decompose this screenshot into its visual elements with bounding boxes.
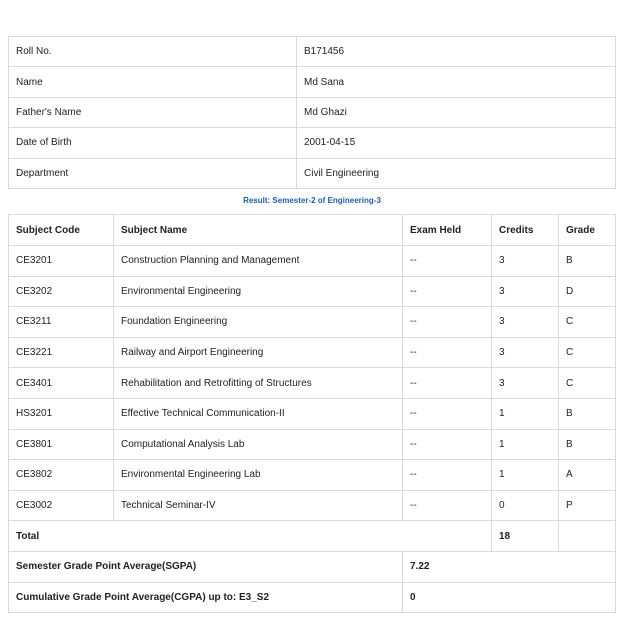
subject-name: Technical Seminar-IV <box>114 490 403 521</box>
header-credits: Credits <box>492 215 559 246</box>
subject-name: Environmental Engineering Lab <box>114 460 403 491</box>
info-row <box>9 67 616 97</box>
grade: B <box>559 398 616 429</box>
credits: 0 <box>492 490 559 521</box>
exam-held: -- <box>403 429 492 460</box>
subject-code: CE3221 <box>9 337 114 368</box>
subject-row <box>9 460 616 491</box>
result-header-row <box>9 215 616 246</box>
info-label: Name <box>9 67 297 97</box>
credits: 3 <box>492 368 559 399</box>
credits: 3 <box>492 276 559 307</box>
credits: 3 <box>492 307 559 338</box>
subject-code: CE3201 <box>9 246 114 277</box>
info-row <box>9 97 616 127</box>
info-row <box>9 128 616 158</box>
result-caption: Result: Semester-2 of Engineering-3 <box>243 196 381 205</box>
exam-held: -- <box>403 398 492 429</box>
exam-held: -- <box>403 460 492 491</box>
info-value: Civil Engineering <box>297 158 616 188</box>
result-table <box>8 214 616 613</box>
subject-row <box>9 337 616 368</box>
credits: 1 <box>492 429 559 460</box>
subject-row <box>9 429 616 460</box>
cgpa-label: Cumulative Grade Point Average(CGPA) up to: E3_S2 <box>9 582 403 613</box>
header-subject-name: Subject Name <box>114 215 403 246</box>
grade: C <box>559 368 616 399</box>
subject-code: CE3801 <box>9 429 114 460</box>
subject-row <box>9 398 616 429</box>
subject-name: Railway and Airport Engineering <box>114 337 403 368</box>
sgpa-row <box>9 551 616 582</box>
student-info-table <box>8 36 616 189</box>
subject-name: Computational Analysis Lab <box>114 429 403 460</box>
subject-name: Foundation Engineering <box>114 307 403 338</box>
grade: A <box>559 460 616 491</box>
subject-code: CE3002 <box>9 490 114 521</box>
total-label: Total <box>9 521 492 552</box>
grade: D <box>559 276 616 307</box>
total-row <box>9 521 616 552</box>
grade: B <box>559 429 616 460</box>
exam-held: -- <box>403 307 492 338</box>
sgpa-value: 7.22 <box>403 551 616 582</box>
info-row <box>9 158 616 188</box>
exam-held: -- <box>403 246 492 277</box>
subject-row <box>9 490 616 521</box>
grade: B <box>559 246 616 277</box>
subject-code: CE3211 <box>9 307 114 338</box>
info-label: Department <box>9 158 297 188</box>
header-exam-held: Exam Held <box>403 215 492 246</box>
info-row <box>9 37 616 67</box>
info-label: Date of Birth <box>9 128 297 158</box>
subject-row <box>9 368 616 399</box>
subject-name: Effective Technical Communication-II <box>114 398 403 429</box>
grade: C <box>559 337 616 368</box>
sgpa-label: Semester Grade Point Average(SGPA) <box>9 551 403 582</box>
subject-name: Construction Planning and Management <box>114 246 403 277</box>
header-grade: Grade <box>559 215 616 246</box>
grade: P <box>559 490 616 521</box>
subject-code: CE3202 <box>9 276 114 307</box>
info-label: Roll No. <box>9 37 297 67</box>
exam-held: -- <box>403 368 492 399</box>
credits: 1 <box>492 398 559 429</box>
subject-row <box>9 246 616 277</box>
subject-row <box>9 307 616 338</box>
subject-code: CE3401 <box>9 368 114 399</box>
total-credits: 18 <box>492 521 559 552</box>
info-value: Md Ghazi <box>297 97 616 127</box>
subject-code: CE3802 <box>9 460 114 491</box>
cgpa-row <box>9 582 616 613</box>
subject-row <box>9 276 616 307</box>
credits: 3 <box>492 246 559 277</box>
grade: C <box>559 307 616 338</box>
info-value: B171456 <box>297 37 616 67</box>
credits: 1 <box>492 460 559 491</box>
exam-held: -- <box>403 337 492 368</box>
info-value: Md Sana <box>297 67 616 97</box>
credits: 3 <box>492 337 559 368</box>
subject-name: Rehabilitation and Retrofitting of Structures <box>114 368 403 399</box>
info-value: 2001-04-15 <box>297 128 616 158</box>
total-empty <box>559 521 616 552</box>
subject-name: Environmental Engineering <box>114 276 403 307</box>
subject-code: HS3201 <box>9 398 114 429</box>
info-label: Father's Name <box>9 97 297 127</box>
exam-held: -- <box>403 276 492 307</box>
cgpa-value: 0 <box>403 582 616 613</box>
exam-held: -- <box>403 490 492 521</box>
header-subject-code: Subject Code <box>9 215 114 246</box>
